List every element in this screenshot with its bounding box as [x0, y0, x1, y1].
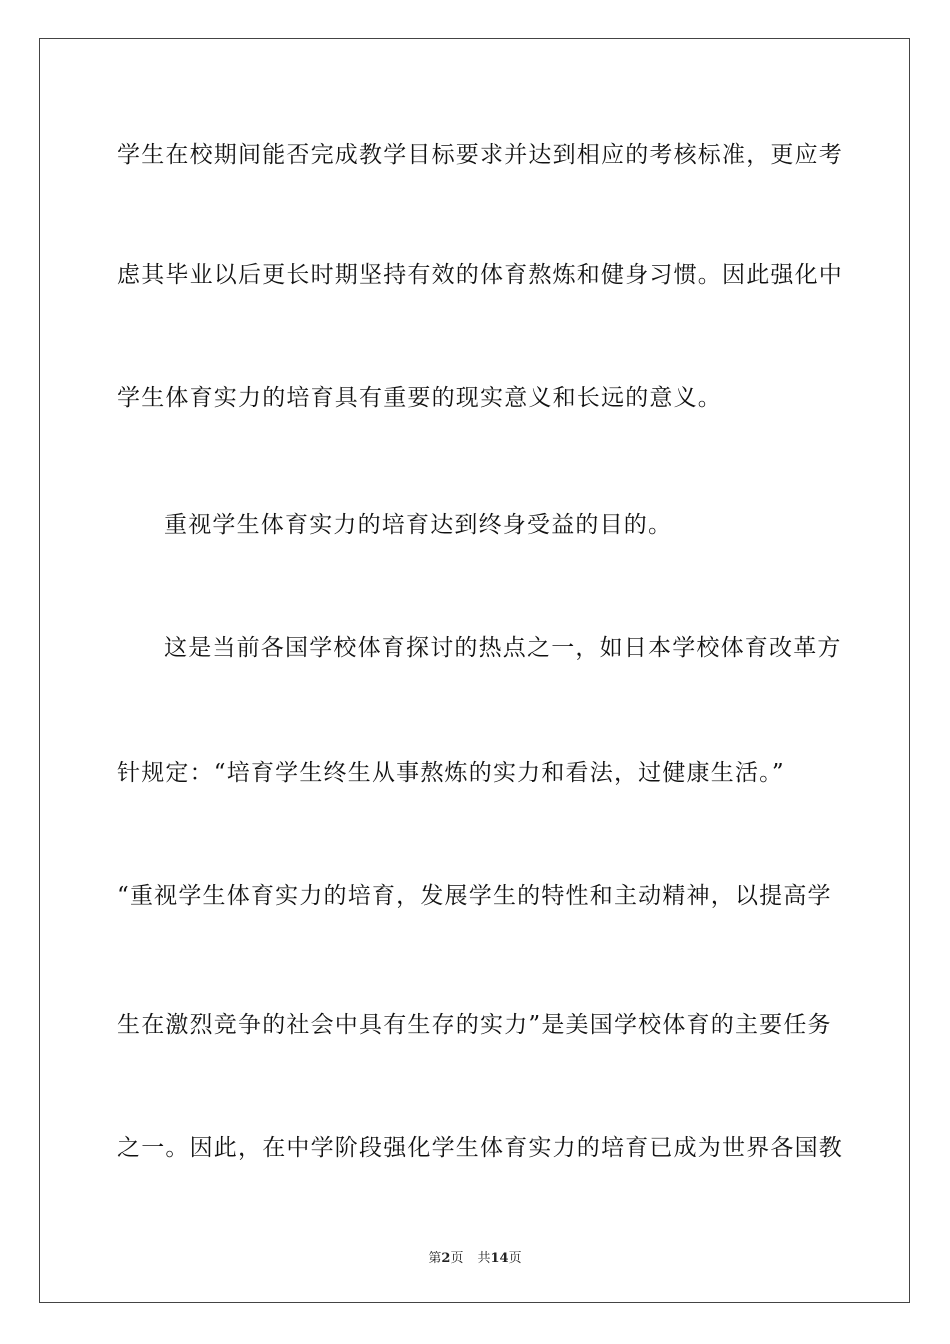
page-prefix: 第 [428, 1251, 442, 1266]
total-pages: 14 [490, 1251, 509, 1266]
text-line-8: 生在激烈竞争的社会中具有生存的实力”是美国学校体育的主要任务 [117, 1012, 832, 1038]
text-line-4: 重视学生体育实力的培育达到终身受益的目的。 [164, 512, 673, 538]
text-line-3: 学生体育实力的培育具有重要的现实意义和长远的意义。 [117, 385, 722, 411]
total-suffix: 页 [508, 1251, 522, 1266]
text-line-1: 学生在校期间能否完成教学目标要求并达到相应的考核标准，更应考 [117, 142, 843, 168]
page-number: 2 [441, 1251, 451, 1266]
page-suffix: 页 [450, 1251, 464, 1266]
page-border [39, 38, 910, 1303]
page-footer [0, 1247, 950, 1266]
total-prefix: 共 [477, 1251, 491, 1266]
text-line-9: 之一。因此，在中学阶段强化学生体育实力的培育已成为世界各国教 [117, 1135, 843, 1161]
text-line-6: 针规定：“培育学生终生从事熬炼的实力和看法，过健康生活。” [117, 760, 785, 786]
text-line-7: “重视学生体育实力的培育，发展学生的特性和主动精神，以提高学 [117, 883, 832, 909]
text-line-2: 虑其毕业以后更长时期坚持有效的体育熬炼和健身习惯。因此强化中 [117, 262, 843, 288]
text-line-5: 这是当前各国学校体育探讨的热点之一，如日本学校体育改革方 [164, 635, 842, 661]
